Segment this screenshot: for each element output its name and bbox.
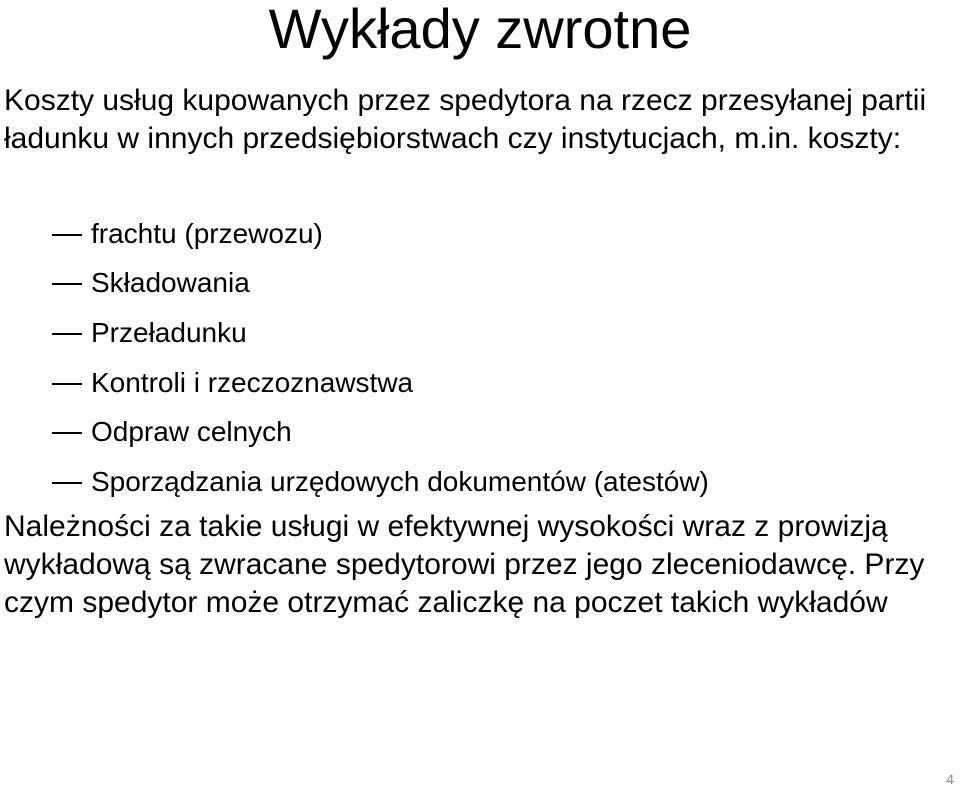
slide-title: Wykłady zwrotne (268, 0, 692, 60)
list-item-text: frachtu (przewozu) (91, 217, 323, 249)
list-item-text: Kontroli i rzeczoznawstwa (91, 366, 414, 398)
page-number: 4 (946, 771, 954, 787)
closing-paragraph: Należności za takie usługi w efektywnej wysokości wraz z prowizją wykładową są zwracane spedytorowi przez jego zleceniodawcę. Przy czym spedytor może otrzymać zaliczkę na poczet takich wykładów (4, 510, 925, 619)
dash-bullet-icon (52, 383, 82, 385)
list-item-text: Odpraw celnych (91, 416, 292, 448)
list-item (0, 358, 960, 408)
list-item-text: Składowania (91, 267, 250, 299)
list-item-text: Sporządzania urzędowych dokumentów (atestów) (91, 465, 709, 497)
dash-bullet-icon (52, 234, 82, 236)
cost-list (0, 209, 960, 507)
list-item (0, 308, 960, 358)
list-item (0, 457, 960, 507)
list-item (0, 209, 960, 259)
dash-bullet-icon (52, 333, 82, 335)
list-item-text: Przeładunku (91, 316, 247, 348)
list-item (0, 259, 960, 309)
intro-paragraph: Koszty usług kupowanych przez spedytora na rzecz przesyłanej partii ładunku w innych przedsiębiorstwach czy instytucjach, m.in. koszty: (4, 84, 927, 155)
list-item (0, 407, 960, 457)
dash-bullet-icon (52, 432, 82, 434)
dash-bullet-icon (52, 482, 82, 484)
dash-bullet-icon (52, 283, 82, 285)
